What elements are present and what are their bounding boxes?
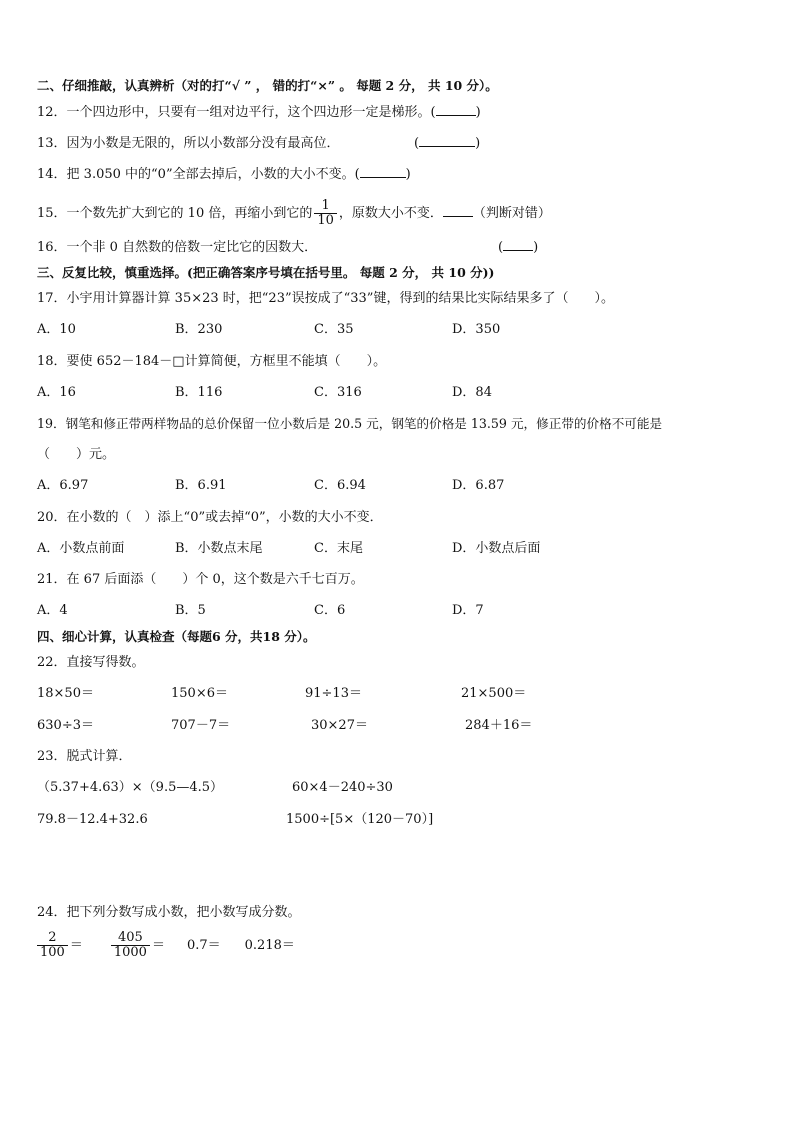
answer-blank-16[interactable] <box>503 250 533 251</box>
calc-22-8: 284＋16＝ <box>465 718 533 733</box>
decimal-0-218: 0.218＝ <box>244 938 295 953</box>
option-21-c[interactable]: C．6 <box>314 603 346 618</box>
decimal-0-7: 0.7＝ <box>186 938 221 953</box>
question-13-close: ) <box>475 136 481 151</box>
option-19-c[interactable]: C．6.94 <box>314 478 366 493</box>
option-20-d[interactable]: D．小数点后面 <box>452 541 541 556</box>
calc-22-5: 630÷3＝ <box>37 718 94 733</box>
question-17: 17．小宇用计算器计算 35×23 时，把“23”误按成了“33”键，得到的结果比实际结果多了（ ）。 <box>37 291 614 306</box>
option-19-a[interactable]: A．6.97 <box>37 478 89 493</box>
question-15 <box>37 199 551 229</box>
question-14 <box>37 167 411 183</box>
question-20: 20．在小数的（ ）添上“0”或去掉“0”，小数的大小不变． <box>37 510 383 525</box>
option-19-d[interactable]: D．6.87 <box>452 478 505 493</box>
question-14-text: 14．把 3.050 中的“0”全部去掉后，小数的大小不变。( <box>37 167 360 182</box>
calc-22-3: 91÷13＝ <box>305 686 362 701</box>
question-13-open: ( <box>414 136 420 151</box>
question-16-open: ( <box>498 240 504 255</box>
question-16-close: ) <box>533 240 539 255</box>
section-heading-4: 四、细心计算，认真检查（每题6 分，共18 分）。 <box>37 629 316 644</box>
calc-23-3: 79.8－12.4+32.6 <box>37 812 148 827</box>
calc-22-2: 150×6＝ <box>171 686 228 701</box>
option-18-a[interactable]: A．16 <box>37 385 76 400</box>
option-21-b[interactable]: B．5 <box>175 603 206 618</box>
calc-22-6: 707－7＝ <box>171 718 231 733</box>
option-17-d[interactable]: D．350 <box>452 322 501 337</box>
equals-sign: ＝ <box>151 938 165 953</box>
fraction-numerator: 2 <box>48 930 57 945</box>
option-19-b[interactable]: B．6.91 <box>175 478 227 493</box>
question-16-answer <box>498 240 538 256</box>
option-20-c[interactable]: C．末尾 <box>314 541 363 556</box>
question-13 <box>37 136 340 152</box>
question-12-close: ) <box>475 105 481 120</box>
answer-blank-12[interactable] <box>436 115 476 116</box>
question-12 <box>37 105 481 121</box>
option-20-a[interactable]: A．小数点前面 <box>37 541 125 556</box>
question-19: 19．钢笔和修正带两样物品的总价保留一位小数后是 20.5 元，钢笔的价格是 13.59 元，修正带的价格不可能是 <box>37 416 663 431</box>
option-20-b[interactable]: B．小数点末尾 <box>175 541 263 556</box>
question-14-close: ) <box>405 167 411 182</box>
fraction-one-tenth <box>314 199 337 228</box>
question-16 <box>37 240 317 256</box>
answer-blank-15[interactable] <box>443 216 473 217</box>
question-16-text: 16．一个非 0 自然数的倍数一定比它的因数大． <box>37 240 318 255</box>
question-24: 24．把下列分数写成小数，把小数写成分数。 <box>37 905 301 920</box>
fraction-405-1000 <box>111 931 150 960</box>
fraction-denominator: 100 <box>37 945 68 960</box>
question-22: 22．直接写得数。 <box>37 655 145 670</box>
question-23: 23．脱式计算． <box>37 749 132 764</box>
question-12-text: 12．一个四边形中，只要有一组对边平行，这个四边形一定是梯形。( <box>37 105 436 120</box>
equals-sign: ＝ <box>69 938 83 953</box>
option-17-a[interactable]: A．10 <box>37 322 76 337</box>
fraction-2-100 <box>37 931 68 960</box>
option-18-d[interactable]: D．84 <box>452 385 492 400</box>
option-17-c[interactable]: C．35 <box>314 322 354 337</box>
option-18-c[interactable]: C．316 <box>314 385 362 400</box>
calc-22-4: 21×500＝ <box>461 686 527 701</box>
calc-23-4: 1500÷[5×（120－70）] <box>286 812 434 827</box>
calc-22-1: 18×50＝ <box>37 686 94 701</box>
fraction-denominator: 10 <box>314 213 337 228</box>
question-13-answer <box>414 136 480 152</box>
answer-blank-13[interactable] <box>419 146 475 147</box>
calc-23-2: 60×4－240÷30 <box>292 780 393 795</box>
option-21-d[interactable]: D．7 <box>452 603 484 618</box>
calc-22-7: 30×27＝ <box>311 718 368 733</box>
fraction-numerator: 405 <box>117 930 143 945</box>
question-21: 21．在 67 后面添（ ）个 0，这个数是六千七百万。 <box>37 572 364 587</box>
question-15-text-2: ，原数大小不变． <box>338 206 443 221</box>
fraction-numerator: 1 <box>321 198 330 213</box>
answer-blank-14[interactable] <box>360 177 406 178</box>
fraction-denominator: 1000 <box>111 945 150 960</box>
option-17-b[interactable]: B．230 <box>175 322 223 337</box>
section-heading-2: 二、仔细推敲，认真辨析（对的打“√ ” ， 错的打“×” 。 每题 2 分， 共 10 分）。 <box>37 78 498 93</box>
question-13-text: 13．因为小数是无限的，所以小数部分没有最高位． <box>37 136 340 151</box>
question-19-line-2: （ ）元。 <box>37 447 116 462</box>
question-15-text: 15．一个数先扩大到它的 10 倍，再缩小到它的 <box>37 206 313 221</box>
calc-23-1: （5.37+4.63）×（9.5—4.5） <box>37 780 224 795</box>
question-15-judge: （判断对错） <box>472 206 551 221</box>
option-21-a[interactable]: A．4 <box>37 603 68 618</box>
question-18: 18．要使 652－184－□计算简便，方框里不能填（ ）。 <box>37 354 387 369</box>
option-18-b[interactable]: B．116 <box>175 385 223 400</box>
fraction-row-24 <box>37 931 295 960</box>
section-heading-3: 三、反复比较，慎重选择。(把正确答案序号填在括号里。 每题 2 分， 共 10 分)) <box>37 265 495 280</box>
